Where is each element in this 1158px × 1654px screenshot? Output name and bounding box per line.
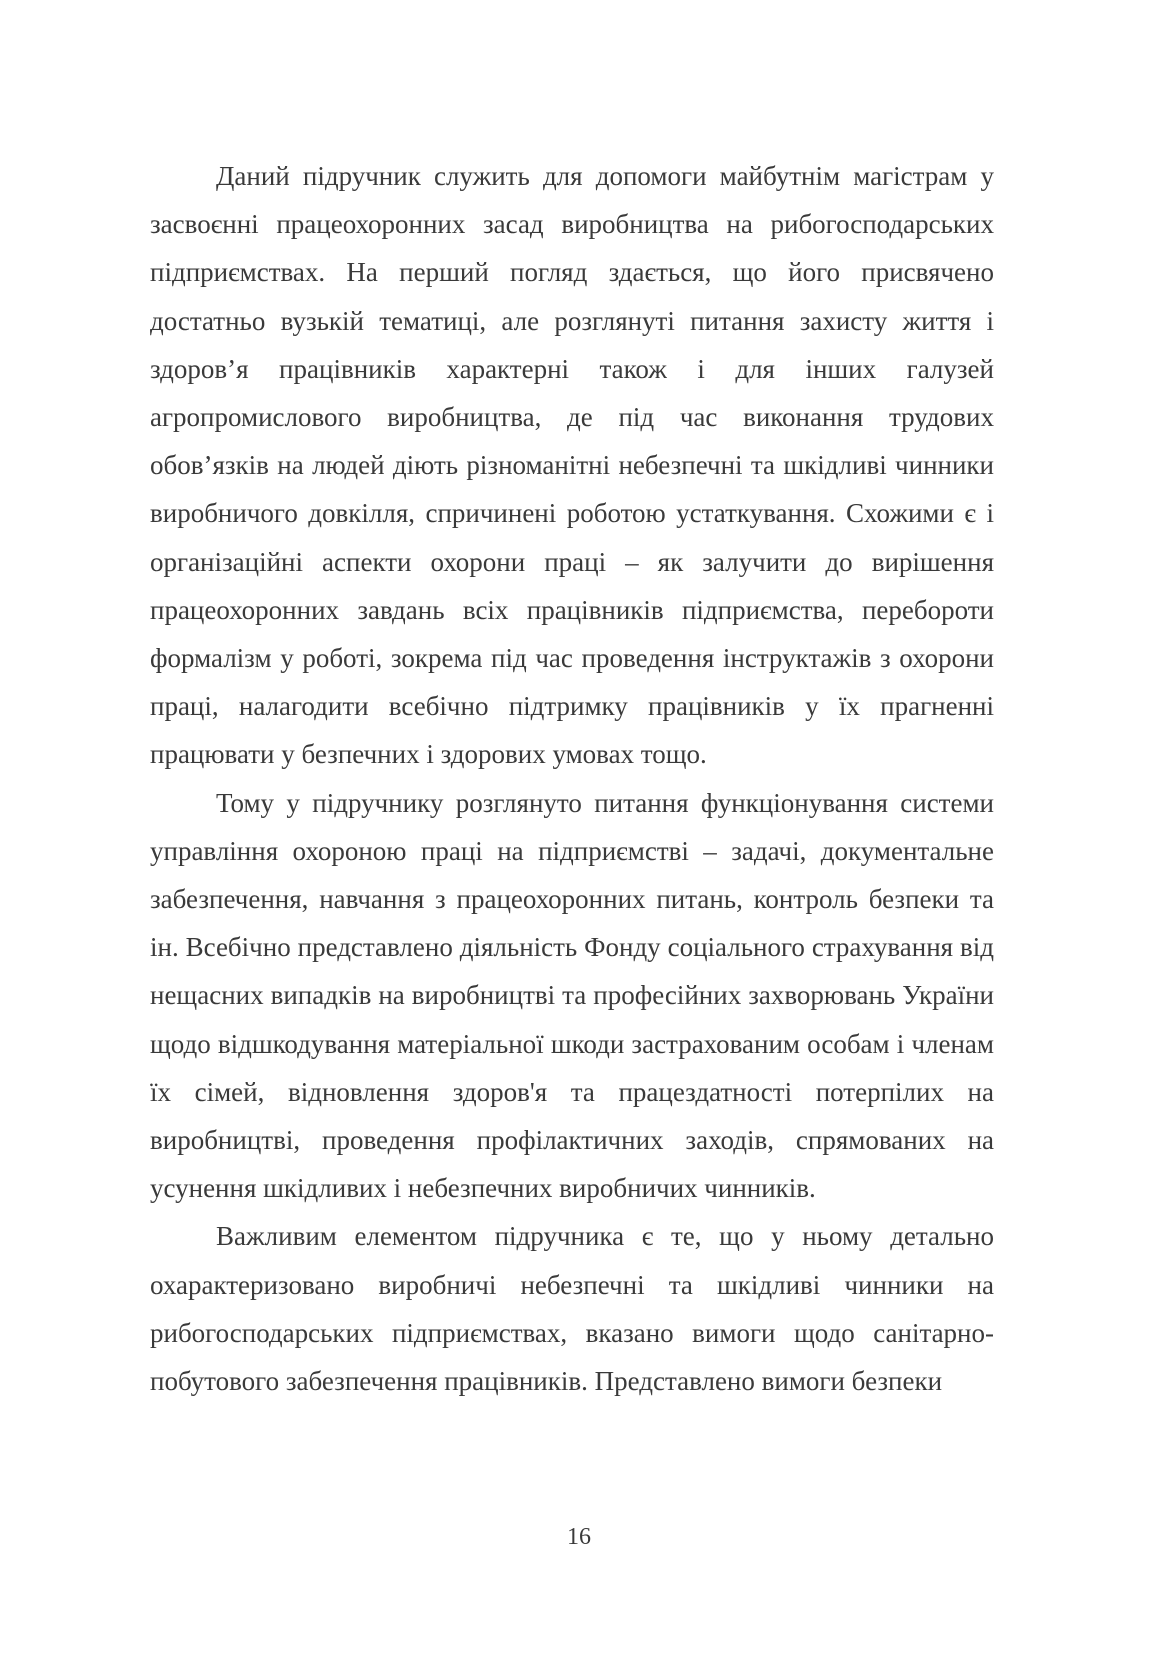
paragraph-2: Тому у підручнику розглянуто питання функціонування системи управління охороною праці на підприємстві – задачі, документальне забезпечення, навчання з працеохоронних питань, контроль безпеки та ін. Всебічно представлено діяльність Фонду соціального страхування від нещасних випадків на виробництві та професійних захворювань України щодо відшкодування матеріальної шкоди застрахованим особам і членам їх сімей, відновлення здоров'я та працездатності потерпілих на виробництві, проведення профілактичних заходів, спрямованих на усунення шкідливих і небезпечних виробничих чинників. xyxy=(150,787,994,1204)
page-number: 16 xyxy=(567,1524,591,1550)
paragraph-3: Важливим елементом підручника є те, що у ньому детально охарактеризовано виробничі небезпечні та шкідливі чинники на рибогосподарських підприємствах, вказано вимоги щодо санітарно-побутового забезпечення працівників. Представлено вимоги безпеки xyxy=(150,1221,994,1397)
paragraph-1: Даний підручник служить для допомоги майбутнім магістрам у засвоєнні працеохоронних засад виробництва на рибогосподарських підприємствах. На перший погляд здається, що його присвячено достатньо вузькій тематиці, але розглянуті питання захисту життя і здоров’я працівників характерні також і для інших галузей агропромислового виробництва, де під час виконання трудових обов’язків на людей діють різноманітні небезпечні та шкідливі чинники виробничого довкілля, спричинені роботою устаткування. Схожими є і організаційні аспекти охорони праці – як залучити до вирішення працеохоронних завдань всіх працівників підприємства, перебороти формалізм у роботі, зокрема під час проведення інструктажів з охорони праці, налагодити всебічно підтримку працівників у їх прагненні працювати у безпечних і здорових умовах тощо. xyxy=(150,161,994,770)
body-text xyxy=(150,152,994,1405)
